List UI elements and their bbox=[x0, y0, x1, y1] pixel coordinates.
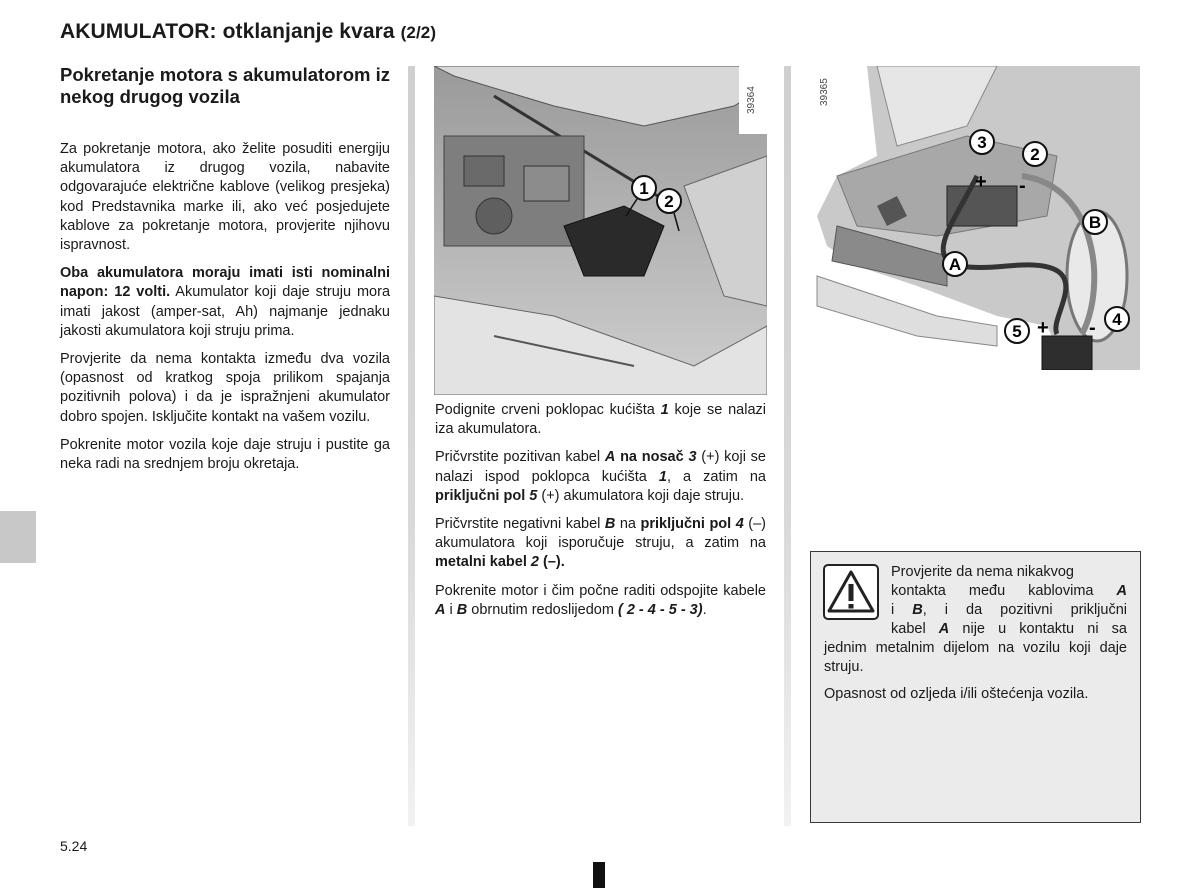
warning-box bbox=[810, 551, 1141, 823]
paragraph-4: Pokrenite motor vozila koje daje struju i pustite ga neka radi na srednjem broju okretaja. bbox=[60, 436, 390, 473]
step-3: Pričvrstite negativni kabel B na priključni pol 4 (–) akumulatora koji isporučuje struju, a zatim na metalni kabel 2 (–). bbox=[435, 516, 767, 571]
jump-start-diagram bbox=[797, 66, 1140, 370]
callout-3: 3 bbox=[977, 133, 987, 152]
section-heading: Pokretanje motora s akumulatorom iz nekog drugog vozila bbox=[60, 64, 391, 107]
figure-ref: 39365 bbox=[819, 78, 830, 106]
step-2: Pričvrstite pozitivan kabel A na nosač 3 (+) koji se nalazi ispod poklopca kućišta 1, a zatim na priključni pol 5 (+) akumulatora koji daje struju. bbox=[435, 449, 766, 504]
engine-bay-drawing bbox=[434, 66, 767, 395]
callout-4: 4 bbox=[1112, 310, 1122, 329]
jump-start-drawing bbox=[797, 66, 1140, 370]
engine-bay-illustration bbox=[434, 66, 767, 395]
paragraph-1: Za pokretanje motora, ako želite posuditi energiju akumulatora iz drugog vozila, nabavite odgovarajuće električne kablove (velikog presjeka) kod Predstavnika marke ili, ako već posjedujete kablove za pokretanje motora, provjerite njihovu ispravnost. bbox=[60, 141, 390, 254]
warning-line-1: Provjerite da nema nikakvog bbox=[891, 564, 1074, 580]
figure-ref: 39364 bbox=[746, 86, 757, 114]
page-number: 5.24 bbox=[60, 838, 88, 854]
page-title-text: AKUMULATOR: otklanjanje kvara bbox=[60, 20, 395, 43]
step-1: Podignite crveni poklopac kućišta 1 koje se nalazi iza akumulatora. bbox=[435, 402, 766, 438]
warning-line-5: jednim metalnim dijelom na vozilu koji daje struju. bbox=[824, 640, 1127, 676]
callout-5: 5 bbox=[1012, 322, 1022, 341]
column-separator bbox=[408, 66, 415, 826]
page-marker bbox=[593, 862, 605, 888]
paragraph-2: Oba akumulatora moraju imati isti nominalni napon: 12 volti. Akumulator koji daje struju mora imati jakost (amper-sat, Ah) najmanje jednaku jakosti akumulatora koji struju prima. bbox=[60, 265, 391, 339]
minus-sign: - bbox=[1089, 317, 1096, 339]
callout-A: A bbox=[948, 255, 962, 274]
warning-line-4: kabel A nije u kontaktu ni sa bbox=[891, 621, 1127, 637]
chapter-tab bbox=[0, 511, 36, 563]
warning-paragraph-2: Opasnost od ozljeda i/ili oštećenja vozila. bbox=[824, 686, 1089, 702]
warning-line-3: i B, i da pozitivni priključni bbox=[891, 602, 1127, 618]
step-4: Pokrenite motor i čim počne raditi odspojite kabele A i B obrnutim redoslijedom ( 2 - 4 - 5 - 3). bbox=[435, 582, 766, 618]
paragraph-3: Provjerite da nema kontakta između dva vozila (opasnost od kratkog spoja prilikom spajanja pozitivnih polova) i da je ispražnjeni akumulator dobro spojen. Isključite kontakt na vašem vozilu. bbox=[60, 351, 390, 425]
warning-triangle-icon bbox=[823, 564, 879, 620]
warning-line-2: kontakta među kablovima A bbox=[891, 583, 1127, 599]
page-title bbox=[60, 20, 436, 44]
column-separator bbox=[784, 66, 791, 826]
minus-sign: - bbox=[1019, 175, 1026, 197]
plus-sign: + bbox=[1037, 317, 1049, 339]
column-1 bbox=[60, 140, 390, 483]
callout-2: 2 bbox=[664, 192, 674, 211]
callout-2b: 2 bbox=[1030, 145, 1040, 164]
column-2 bbox=[435, 401, 766, 629]
callout-B: B bbox=[1088, 213, 1102, 232]
plus-sign: + bbox=[975, 171, 987, 193]
callout-1: 1 bbox=[639, 179, 649, 198]
page-title-part: (2/2) bbox=[400, 23, 437, 42]
